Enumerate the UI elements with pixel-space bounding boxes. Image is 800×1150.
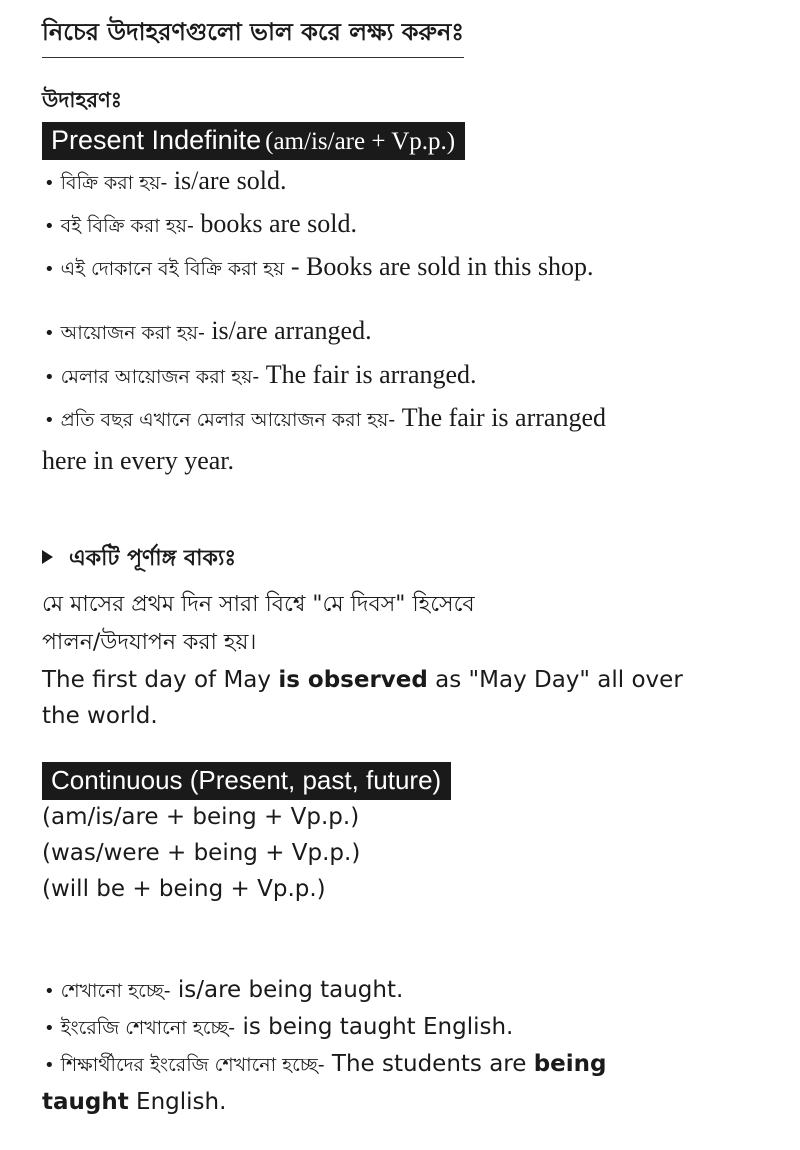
bullet-icon: • (44, 367, 55, 388)
list-item (44, 1051, 607, 1083)
bullet-icon: • (44, 1018, 55, 1039)
bullet-icon: • (44, 216, 55, 237)
list-item (44, 316, 372, 349)
bn-text: বই বিক্রি করা হয়- (60, 215, 194, 237)
en-sentence-part: The first day of May (42, 667, 279, 693)
present-indefinite-title: Present Indefinite (51, 125, 262, 155)
list-item (44, 360, 477, 393)
en-sentence-bold: is observed (278, 667, 428, 693)
continuous-title: Continuous (Present, past, future) (51, 765, 442, 795)
bullet-icon: • (44, 173, 55, 194)
bullet-icon: • (44, 1055, 55, 1076)
bullet-icon: • (44, 323, 55, 344)
en-sentence-line-1 (42, 667, 683, 693)
formula-line: (was/were + being + Vp.p.) (42, 840, 361, 866)
en-text: English. (128, 1089, 227, 1115)
present-indefinite-title-box (42, 122, 465, 160)
list-item-continuation (42, 446, 234, 477)
formula-line: (will be + being + Vp.p.) (42, 876, 326, 902)
bn-text: শেখানো হচ্ছে- (60, 980, 171, 1002)
en-text: here in every year. (42, 446, 235, 475)
bn-text: প্রতি বছর এখানে মেলার আয়োজন করা হয়- (60, 409, 396, 431)
list-item (44, 977, 403, 1009)
list-item (44, 403, 606, 436)
en-text: is/are sold. (167, 166, 287, 195)
en-text: - Books are sold in this shop. (284, 252, 594, 281)
list-item (44, 209, 357, 242)
en-sentence-line-2: the world. (42, 703, 158, 729)
bn-sentence-line-2: পালন/উদযাপন করা হয়। (42, 630, 257, 655)
bn-text: মেলার আয়োজন করা হয়- (60, 366, 260, 388)
list-item-continuation (42, 1089, 226, 1115)
bullet-icon: • (44, 259, 55, 280)
present-indefinite-formula: (am/is/are + Vp.p.) (265, 128, 456, 155)
en-sentence-part: as "May Day" all over (427, 667, 683, 693)
en-text: The fair is arranged (395, 403, 606, 432)
bn-text: বিক্রি করা হয়- (60, 172, 168, 194)
en-text: is being taught English. (235, 1014, 514, 1040)
bn-text: এই দোকানে বই বিক্রি করা হয় (60, 258, 285, 280)
en-text: is/are being taught. (170, 977, 404, 1003)
formula-line: (am/is/are + being + Vp.p.) (42, 804, 360, 830)
bn-sentence-line-1: মে মাসের প্রথম দিন সারা বিশ্বে "মে দিবস" হিসেবে (42, 592, 475, 617)
complete-sentence-heading-text: একটি পূর্ণাঙ্গ বাক্যঃ (69, 546, 237, 571)
page-heading: নিচের উদাহরণগুলো ভাল করে লক্ষ্য করুনঃ (42, 14, 464, 58)
triangle-bullet-icon (42, 550, 53, 564)
example-label: উদাহরণঃ (42, 88, 122, 112)
list-item (44, 252, 593, 285)
list-item (44, 1014, 513, 1046)
continuous-title-box (42, 762, 451, 800)
bullet-icon: • (44, 981, 55, 1002)
bullet-icon: • (44, 410, 55, 431)
bn-text: শিক্ষার্থীদের ইংরেজি শেখানো হচ্ছে- (60, 1054, 325, 1076)
en-text: The students are (324, 1051, 534, 1077)
en-bold-text: being (533, 1051, 607, 1077)
bn-text: আয়োজন করা হয়- (60, 322, 205, 344)
complete-sentence-heading (42, 541, 236, 578)
en-bold-text: taught (42, 1089, 129, 1115)
bn-text: ইংরেজি শেখানো হচ্ছে- (60, 1017, 236, 1039)
en-text: is/are arranged. (204, 316, 372, 345)
en-text: The fair is arranged. (259, 360, 477, 389)
en-text: books are sold. (193, 209, 358, 238)
list-item (44, 166, 286, 199)
